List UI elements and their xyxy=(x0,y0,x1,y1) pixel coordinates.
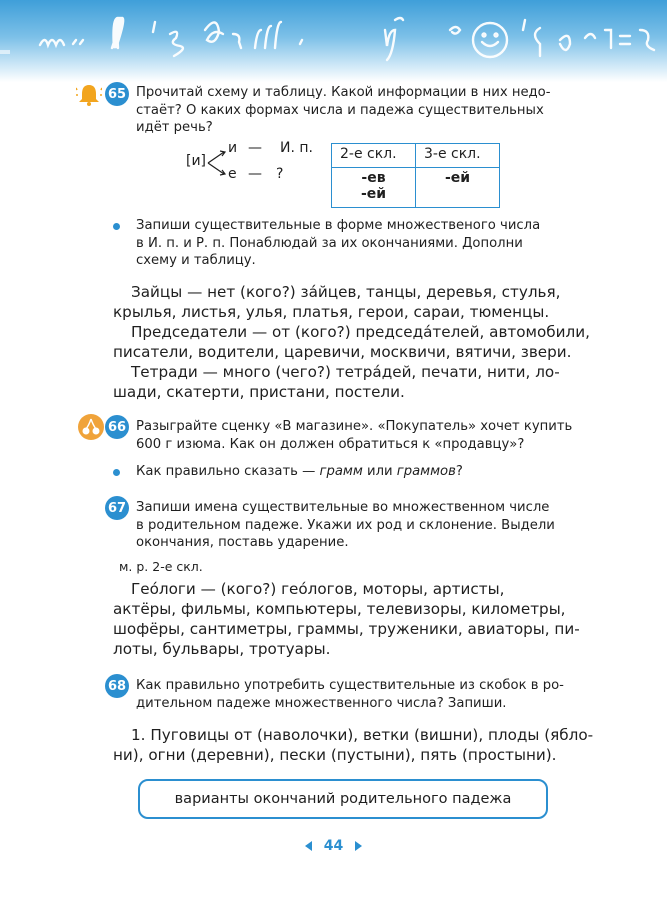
exercise-text xyxy=(113,579,605,659)
exercise-line: лоты, бульвары, тротуары. xyxy=(113,640,331,658)
bullet-text: Как правильно сказать — xyxy=(136,464,320,479)
task-number-badge: 65 xyxy=(105,82,129,106)
task-number-badge: 66 xyxy=(105,415,129,439)
ending: -ей xyxy=(444,170,471,186)
exercise-line: 1. Пуговицы от (наволочки), ветки (вишни), плоды (ябло- xyxy=(131,726,594,744)
scheme-bottom-dash: — xyxy=(248,166,262,182)
task-bullet-text xyxy=(136,463,606,481)
table-cell xyxy=(416,168,500,208)
endings-box: варианты окончаний родительного падежа xyxy=(138,779,548,819)
bullet-text: или xyxy=(362,464,397,479)
task-instruction xyxy=(136,418,606,453)
handwriting-decoration xyxy=(0,0,667,82)
instruction-line: в родительном падеже. Укажи их род и склонение. Выдели xyxy=(136,517,555,533)
exercise-line: Председатели — от (кого?) председа́телей, автомобили, xyxy=(131,323,590,341)
exercise-line: актёры, фильмы, компьютеры, телевизоры, километры, xyxy=(113,600,566,618)
instruction-line: 600 г изюма. Как он должен обратиться к «продавцу»? xyxy=(136,436,525,452)
task-instruction xyxy=(136,499,606,552)
scheme-top-dash: — xyxy=(248,140,262,156)
bullet-word: грамм xyxy=(319,464,363,479)
instruction-line: стаёт? О каких формах числа и падежа существительных xyxy=(136,102,544,118)
exercise-line: шофёры, сантиметры, граммы, труженики, авиаторы, пи- xyxy=(113,620,580,638)
bullet-word: граммов xyxy=(396,464,456,479)
task-number-badge: 68 xyxy=(105,674,129,698)
previous-page-icon[interactable] xyxy=(305,841,312,851)
instruction-line: окончания, поставь ударение. xyxy=(136,535,349,550)
page-number: 44 xyxy=(323,838,344,854)
bullet-line: в И. п. и Р. п. Понаблюдай за их окончаниями. Дополни xyxy=(136,235,523,251)
bell-icon xyxy=(76,82,102,106)
exercise-text xyxy=(113,282,605,402)
scheme-bottom-letter: е xyxy=(228,166,237,182)
page-navigation xyxy=(0,836,667,856)
task-bullet-text xyxy=(136,217,606,270)
task-number-badge: 67 xyxy=(105,496,129,520)
instruction-line: Как правильно употребить существительные из скобок в ро- xyxy=(136,678,564,693)
table-header: 3-е скл. xyxy=(416,144,500,168)
next-page-icon[interactable] xyxy=(355,841,362,851)
header-band xyxy=(0,0,667,82)
scheme-arrows xyxy=(206,146,230,180)
bullet-line: схему и таблицу. xyxy=(136,253,256,268)
scheme xyxy=(186,140,326,186)
instruction-line: дительном падеже множественного числа? Запиши. xyxy=(136,695,507,711)
cherries-icon xyxy=(78,414,104,440)
table-header: 2-е скл. xyxy=(332,144,416,168)
exercise-line: Тетради — много (чего?) тетра́дей, печати, нити, ло- xyxy=(131,363,560,381)
exercise-line: Гео́логи — (кого?) гео́логов, моторы, артисты, xyxy=(131,580,505,598)
gender-declension-note: м. р. 2-е скл. xyxy=(119,559,203,574)
ending: -ев xyxy=(361,170,386,186)
declension-table xyxy=(331,143,500,208)
bullet-text: ? xyxy=(455,464,463,479)
scheme-top-case: И. п. xyxy=(280,140,313,156)
exercise-line: ни), огни (деревни), пески (пустыни), пять (простыни). xyxy=(113,746,557,764)
table-cell xyxy=(332,168,416,208)
scheme-bottom-question: ? xyxy=(276,166,284,182)
task-instruction xyxy=(136,84,606,137)
instruction-line: Прочитай схему и таблицу. Какой информации в них недо- xyxy=(136,85,551,100)
ending: -ей xyxy=(360,186,387,202)
scheme-bracket: [и] xyxy=(186,153,207,169)
bullet-icon xyxy=(113,223,120,230)
scheme-top-letter: и xyxy=(228,140,238,156)
exercise-line: шади, скатерти, пристани, постели. xyxy=(113,383,405,401)
bullet-icon xyxy=(113,469,120,476)
exercise-text xyxy=(113,725,605,765)
exercise-line: писатели, водители, царевичи, москвичи, вятичи, звери. xyxy=(113,343,572,361)
task-instruction xyxy=(136,677,606,712)
instruction-line: Запиши имена существительные во множественном числе xyxy=(136,500,550,515)
exercise-line: Зайцы — нет (кого?) за́йцев, танцы, деревья, стулья, xyxy=(131,283,561,301)
instruction-line: Разыграйте сценку «В магазине». «Покупатель» хочет купить xyxy=(136,419,573,434)
instruction-line: идёт речь? xyxy=(136,120,213,135)
bullet-line: Запиши существительные в форме множественого числа xyxy=(136,218,541,233)
exercise-line: крылья, листья, улья, платья, герои, сараи, тюменцы. xyxy=(113,303,550,321)
